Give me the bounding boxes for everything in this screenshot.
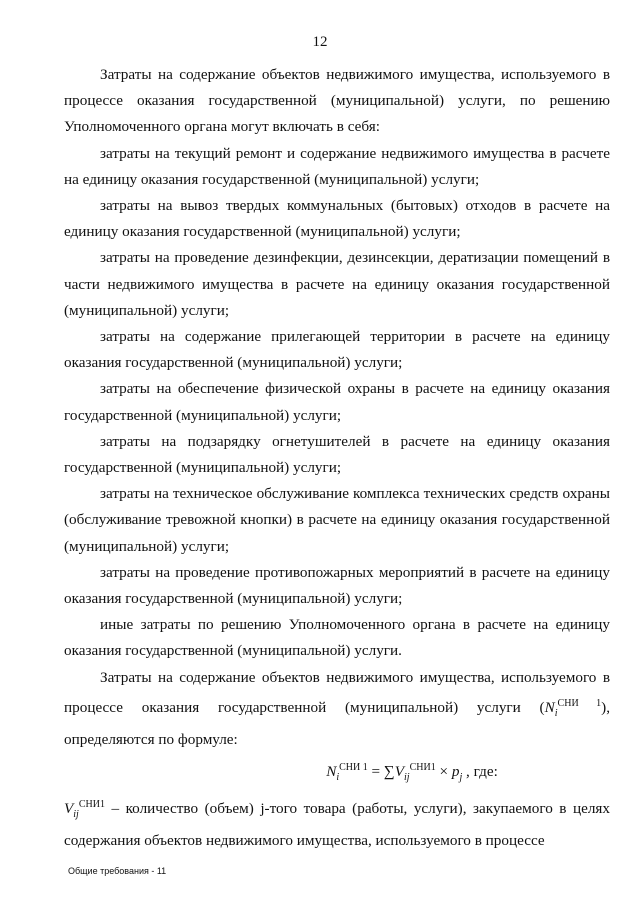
document-body [64,62,610,854]
page-footer: Общие требования - 11 [68,866,167,876]
formula-symbol: N [544,698,555,716]
list-item: затраты на содержание прилегающей территории в расчете на единицу оказания государственной (муниципальной) услуги; [64,328,610,372]
page-number: 12 [312,34,328,50]
list-item: затраты на вывоз твердых коммунальных (бытовых) отходов в расчете на единицу оказания государственной (муниципальной) услуги; [64,197,610,241]
formula-intro-paragraph: Затраты на содержание объектов недвижимого имущества, используемого в процессе оказания государственной (муниципальной) услуги $(N_i^{СНИ 1})$, определяются по формуле: [64,668,610,749]
list-item: затраты на обеспечение физической охраны в расчете на единицу оказания государственной (муниципальной) услуги; [64,380,610,424]
definition-paragraph: $V_{ij}^{СНИ1}$ – количество (объем) j-того товара (работы, услуги), закупаемого в целях содержания объектов недвижимого имущества, используемого в процессе [64,798,610,849]
cost-formula: $N_i^{СНИ 1} = \sum V_{ij}^{СНИ1} \times p_j$ , где: [326,762,498,784]
list-item: затраты на техническое обслуживание комплекса технических средств охраны (обслуживание тревожной кнопки) в расчете на единицу оказания государственной (муниципальной) услуги; [64,485,610,555]
list-item: затраты на текущий ремонт и содержание недвижимого имущества в расчете на единицу оказания государственной (муниципальной) услуги; [64,144,610,188]
list-item: иные затраты по решению Уполномоченного органа в расчете на единицу оказания государственной (муниципальной) услуги. [64,616,610,660]
list-item: затраты на проведение дезинфекции, дезинсекции, дератизации помещений в части недвижимого имущества в расчете на единицу оказания государственной (муниципальной) услуги; [64,249,610,319]
list-item: затраты на проведение противопожарных мероприятий в расчете на единицу оказания государственной (муниципальной) услуги; [64,563,610,608]
intro-paragraph: Затраты на содержание объектов недвижимого имущества, используемого в процессе оказания государственной (муниципальной) услуги, по решению Уполномоченного органа могут включать в себя: [64,66,610,136]
list-item: затраты на подзарядку огнетушителей в расчете на единицу оказания государственной (муниципальной) услуги; [64,432,610,477]
